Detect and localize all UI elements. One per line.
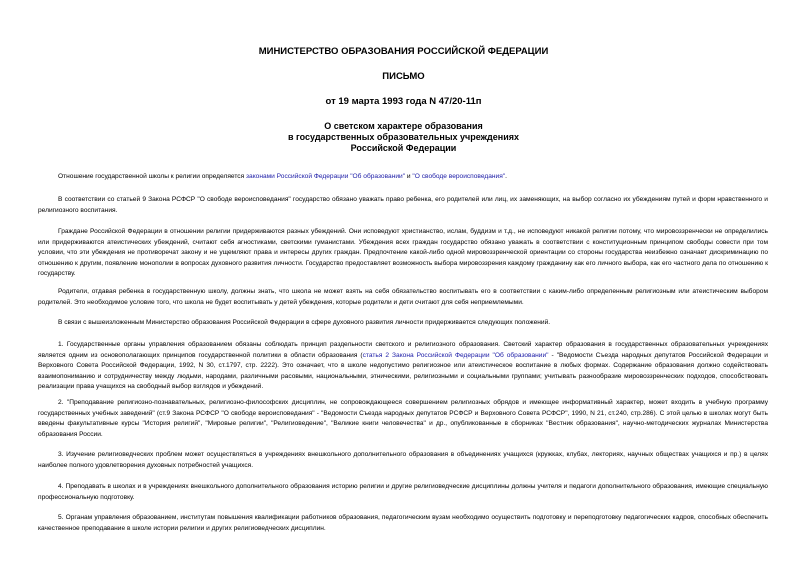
paragraph-citizens-beliefs: Граждане Российской Федерации в отношении религии придерживаются разных убеждений. Они исповедуют христианство, ислам, буддизм и т.д., не исповедуют никакой религии потому, что мировоззренчески не определились или придерживаются атеистических убеждений, считают себя агностиками, светскими гуманистами. Убеждения всех граждан государство обязано уважать в соответствии с конституционным принципом свободы совести при том условии, что эти убеждения не противоречат закону и не ущемляют права и интересы других граждан. Предпочтение какой-либо одной мировоззренческой ориентации со стороны государства неизбежно означает дискриминацию по отношению к другим, появление монополии в вопросах духовного развития личности. Государство предоставляет возможность выбора мировоззрения каждому гражданину как его личного выбора, как его частного дела по отношению к государству. [38, 228, 768, 278]
paragraph-item-3: 3. Изучение религиоведческих проблем может осуществляться в учреждениях внешкольного дополнительного образования в объединениях учащихся (кружках, клубах, лекториях, научных обществах учащихся и пр.) в целях наиболее полного удовлетворения духовных потребностей учащихся. [38, 451, 768, 469]
paragraph-item-4: 4. Преподавать в школах и в учреждениях внешкольного дополнительного образования историю религии и другие религиоведческие дисциплины должны учителя и педагоги дополнительного образования, имеющие специальную профессиональную подготовку. [38, 483, 768, 501]
paragraph-parents: Родители, отдавая ребенка в государственную школу, должны знать, что школа не может взять на себя обязательство воспитывать его в соответствии с каким-либо определенным религиозным или атеистическим выбором родителей. Это необходимое условие того, что школа не будет воспитывать у детей убеждения, которые родители и дети считают для себя неприемлемыми. [38, 288, 768, 306]
paragraph-ministry-position: В связи с вышеизложенным Министерство образования Российской Федерации в сфере духовного развития личности придерживается следующих положений. [58, 319, 551, 326]
article-2-law-on-education-link[interactable]: статья 2 Закона Российской Федерации "Об образовании" [362, 351, 549, 359]
paragraph-item-1: 1. Государственные органы управления образованием обязаны соблюдать принцип раздельности светского и религиозного образования. Светский характер образования в государственных образовательных учреждениях является одним из основополагающих принципов государственной политики в области образования (статья 2 Закона Российской Федерации "Об образовании" - "Ведомости Съезда народных депутатов Российской Федерации и Верховного Совета Российской Федерации, 1992, N 30, ст.1797, стр. 2222). Это означает, что в школе недопустимо религиозное или атеистическое воспитание в любых формах. Содержание образования должно содействовать взаимопониманию и сотрудничеству между людьми, народами, различными расовыми, национальными, этническими, религиозными и социальными группами; учитывать разнообразие мировоззренческих подходов, способствовать реализации права учащихся на свободный выбор взглядов и убеждений. [38, 341, 768, 391]
law-on-education-link[interactable]: законами Российской Федерации "Об образовании" [246, 173, 406, 180]
paragraph-item-5: 5. Органам управления образованием, институтам повышения квалификации работников образования, педагогическим вузам необходимо осуществить подготовку и переподготовку педагогических кадров, способных обеспечить качественное преподавание в школе истории религии и других религиоведческих дисциплин. [38, 514, 768, 532]
law-on-freedom-of-religion-link[interactable]: "О свободе вероисповедания" [412, 173, 506, 180]
document-type: ПИСЬМО [382, 71, 425, 82]
paragraph-intro: Отношение государственной школы к религии определяется законами Российской Федерации "Об образовании" и "О свободе вероисповедания". [58, 173, 507, 180]
document-title-line-2: в государственных образовательных учреждениях [287, 132, 519, 142]
document-date: от 19 марта 1993 года N 47/20-11п [325, 96, 482, 107]
document-title-line-1: О светском характере образования [324, 121, 483, 131]
document-title-line-3: Российской Федерации [350, 143, 457, 153]
paragraph-article-9: В соответствии со статьей 9 Закона РСФСР "О свободе вероисповедания" государство обязано уважать право ребенка, его родителей или лиц, их заменяющих, на выбор согласно их убеждениям путей и форм нравственного и религиозного воспитания. [38, 196, 768, 214]
paragraph-item-2: 2. "Преподавание религиозно-познавательных, религиозно-философских дисциплин, не сопровождающееся совершением религиозных обрядов и имеющее информативный характер, может входить в учебную программу государственных учебных заведений" (ст.9 Закона РСФСР "О свободе вероисповедания" - "Ведомости Съезда народных депутатов РСФСР и Верховного Совета РСФСР", 1990, N 21, ст.240, стр.286). С этой целью в школах могут быть введены факультативные курсы "История религий", "Мировые религии", "Религиоведение", "Великие книги человечества" и др., опубликованные в сборниках "Вестник образования", научно-методических журналах Министерства образования России. [38, 399, 768, 438]
ministry-heading: МИНИСТЕРСТВО ОБРАЗОВАНИЯ РОССИЙСКОЙ ФЕДЕРАЦИИ [258, 46, 549, 57]
